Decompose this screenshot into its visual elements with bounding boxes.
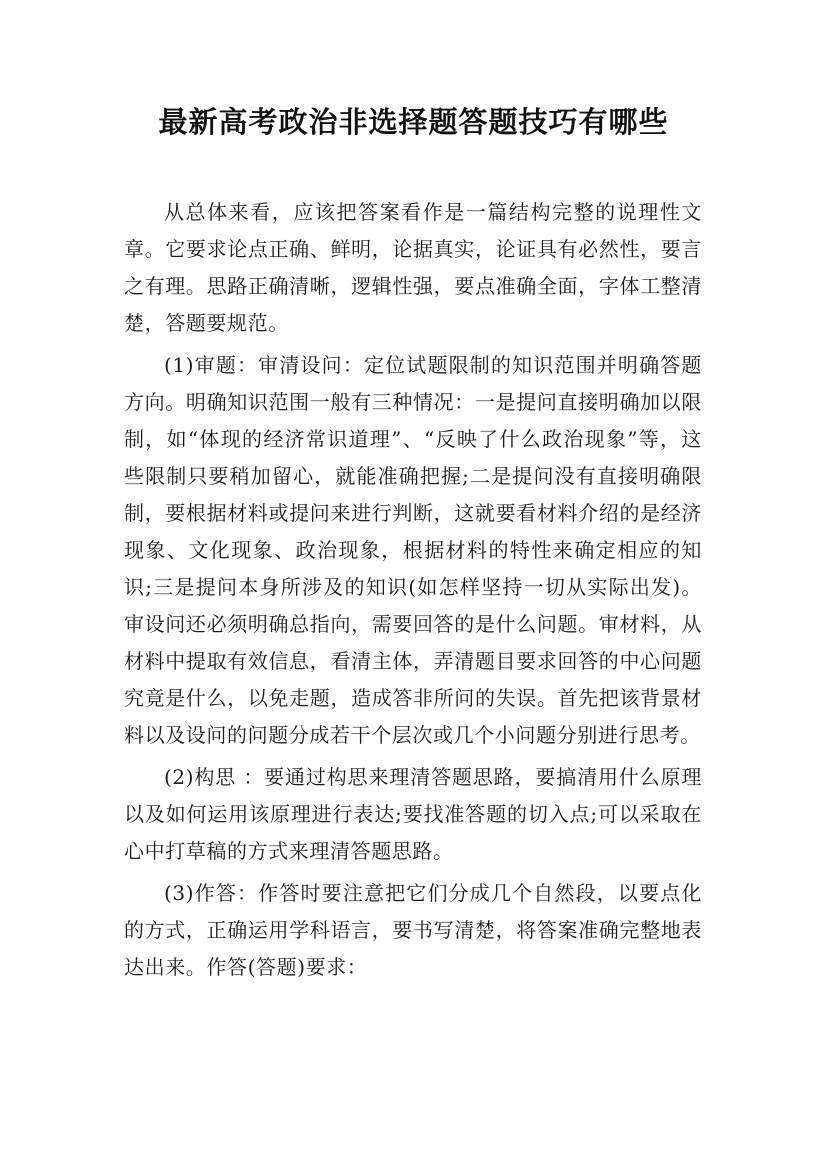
paragraph-overview: 从总体来看，应该把答案看作是一篇结构完整的说理性文章。它要求论点正确、鲜明，论据真实，论证具有必然性，要言之有理。思路正确清晰，逻辑性强，要点准确全面，字体工整清楚，答题要规范。 — [124, 200, 702, 335]
paragraph-review-question: (1)审题：审清设问：定位试题限制的知识范围并明确答题方向。明确知识范围一般有三种情况：一是提问直接明确加以限制，如“体现的经济常识道理”、“反映了什么政治现象”等，这些限制只要稍加留心，就能准确把握;二是提问没有直接明确限制，要根据材料或提问来进行判断，这就要看材料介绍的是经济现象、文化现象、政治现象，根据材料的特性来确定相应的知识;三是提问本身所涉及的知识(如怎样坚持一切从实际出发)。审设问还必须明确总指向，需要回答的是什么问题。审材料，从材料中提取有效信息，看清主体，弄清题目要求回答的中心问题究竟是什么，以免走题，造成答非所问的失误。首先把该背景材料以及设问的问题分成若干个层次或几个小问题分别进行思考。 — [124, 353, 702, 747]
paragraph-answering: (3)作答：作答时要注意把它们分成几个自然段，以要点化的方式，正确运用学科语言，要书写清楚，将答案准确完整地表达出来。作答(答题)要求： — [124, 881, 702, 979]
document-title: 最新高考政治非选择题答题技巧有哪些 — [158, 105, 669, 139]
document-body — [124, 194, 702, 986]
paragraph-conception: (2)构思 ：要通过构思来理清答题思路，要搞清用什么原理以及如何运用该原理进行表达;要找准答题的切入点;可以采取在心中打草稿的方式来理清答题思路。 — [124, 765, 702, 863]
